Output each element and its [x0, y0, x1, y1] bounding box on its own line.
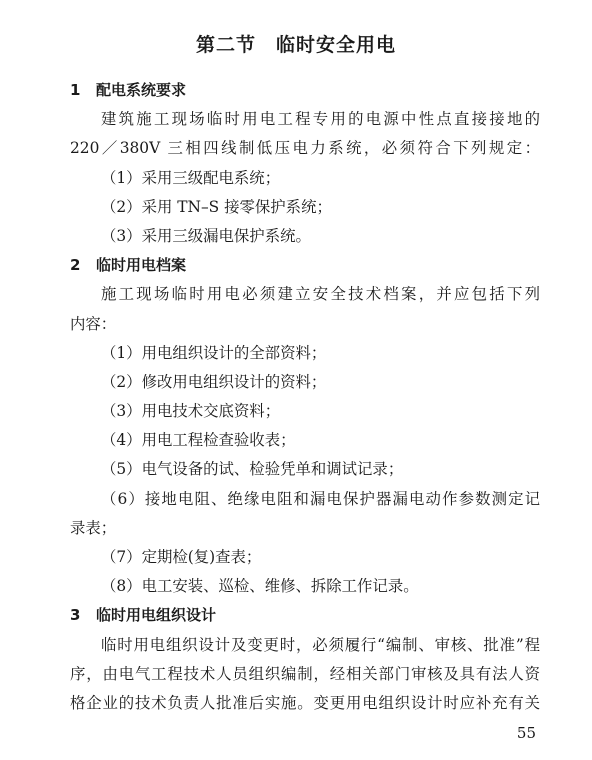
paragraph-line: 格企业的技术负责人批准后实施。变更用电组织设计时应补充有关 — [70, 693, 540, 712]
list-item-continuation: 录表； — [70, 518, 117, 537]
document-body — [70, 76, 540, 718]
section-heading-3 — [70, 601, 540, 630]
section-number: 2 — [70, 256, 81, 275]
list-item: （2）修改用电组织设计的资料； — [101, 372, 327, 391]
paragraph-line: 施工现场临时用电必须建立安全技术档案，并应包括下列 — [101, 285, 540, 304]
paragraph-line: 220／380V 三相四线制低压电力系统，必须符合下列规定： — [70, 139, 540, 158]
list-item: （1）采用三级配电系统； — [101, 168, 281, 187]
page-title — [0, 30, 592, 57]
list-item: （4）用电工程检查验收表； — [101, 431, 296, 450]
section-heading-text: 临时用电组织设计 — [96, 606, 217, 625]
section-heading-1 — [70, 76, 540, 105]
section-heading-2 — [70, 251, 540, 280]
list-item: （1）用电组织设计的全部资料； — [101, 343, 327, 362]
section-heading-text: 配电系统要求 — [96, 81, 187, 99]
list-item: （2）采用 TN–S 接零保护系统； — [101, 197, 332, 216]
paragraph-line: 建筑施工现场临时用电工程专用的电源中性点直接接地的 — [101, 110, 540, 129]
chapter-label: 第二节 — [195, 34, 256, 56]
list-item: （7）定期检(复)查表； — [101, 548, 262, 566]
section-number: 1 — [70, 81, 81, 99]
paragraph-line: 内容： — [70, 314, 117, 333]
list-item: （8）电工安装、巡检、维修、拆除工作记录。 — [101, 577, 419, 596]
list-item: （3）采用三级漏电保护系统。 — [101, 226, 311, 245]
paragraph-line: 临时用电组织设计及变更时，必须履行“编制、审核、批准”程 — [101, 635, 540, 654]
list-item: （6）接地电阻、绝缘电阻和漏电保护器漏电动作参数测定记 — [101, 489, 540, 508]
page-number: 55 — [516, 724, 536, 742]
list-item: （3）用电技术交底资料； — [101, 402, 281, 421]
section-heading-text: 临时用电档案 — [96, 256, 187, 275]
section-number: 3 — [70, 606, 81, 625]
paragraph-line: 序，由电气工程技术人员组织编制，经相关部门审核及具有法人资 — [70, 664, 540, 683]
list-item: （5）电气设备的试、检验凭单和调试记录； — [101, 460, 404, 479]
chapter-title: 临时安全用电 — [276, 34, 397, 56]
